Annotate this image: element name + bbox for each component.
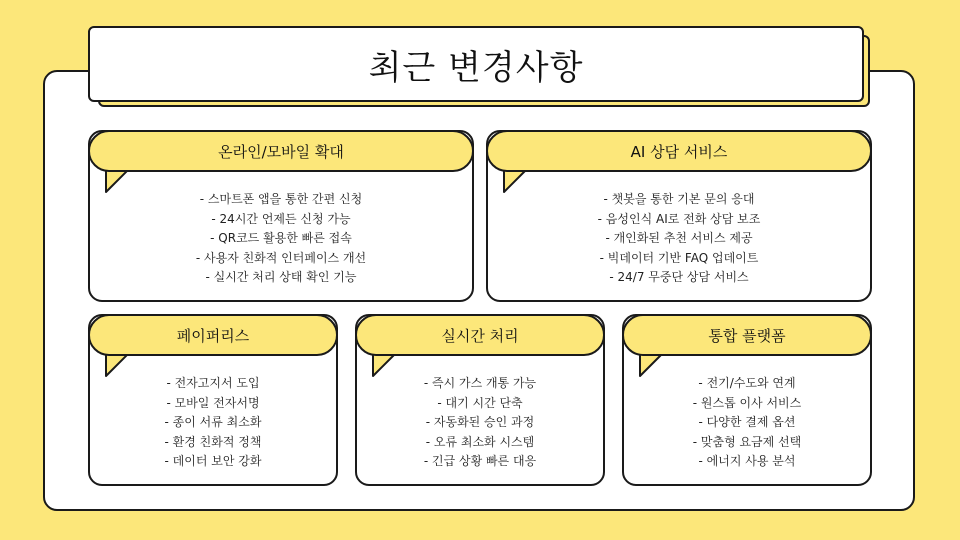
card-realtime bbox=[355, 314, 605, 486]
title-box bbox=[88, 26, 864, 102]
list-item: - 전자고지서 도입 bbox=[166, 376, 260, 390]
list-item: - 개인화된 추천 서비스 제공 bbox=[605, 231, 753, 245]
list-item: - 데이터 보안 강화 bbox=[164, 454, 262, 468]
list-item: - 모바일 전자서명 bbox=[166, 395, 260, 410]
list-item: - 맞춤형 요금제 선택 bbox=[692, 434, 802, 449]
list-item: - 스마트폰 앱을 통한 간편 신청 bbox=[199, 192, 363, 206]
card-paperless bbox=[88, 314, 338, 486]
list-item: - 오류 최소화 시스템 bbox=[425, 434, 535, 449]
list-item: - QR코드 활용한 빠른 접속 bbox=[210, 231, 352, 245]
page-title: 최근 변경사항 bbox=[368, 47, 584, 88]
card-header bbox=[355, 314, 605, 356]
list-item: - 즉시 가스 개통 가능 bbox=[423, 376, 537, 390]
card-header bbox=[88, 314, 338, 356]
card-header bbox=[622, 314, 872, 356]
list-item: - 자동화된 승인 과정 bbox=[425, 415, 535, 429]
list-item: - 환경 친화적 정책 bbox=[164, 434, 262, 449]
list-item: - 전기/수도와 연계 bbox=[698, 376, 796, 390]
card-title: 페이퍼리스 bbox=[176, 326, 250, 345]
card-list bbox=[624, 374, 870, 472]
list-item: - 종이 서류 최소화 bbox=[164, 415, 262, 429]
list-item: - 챗봇을 통한 기본 문의 응대 bbox=[603, 192, 755, 206]
list-item: - 사용자 친화적 인터페이스 개선 bbox=[195, 250, 367, 265]
list-item: - 실시간 처리 상태 확인 기능 bbox=[205, 270, 357, 284]
card-ai-consulting bbox=[486, 130, 872, 302]
card-integrated-platform bbox=[622, 314, 872, 486]
list-item: - 대기 시간 단축 bbox=[437, 395, 523, 410]
list-item: - 24/7 무중단 상담 서비스 bbox=[609, 270, 749, 284]
list-item: - 빅데이터 기반 FAQ 업데이트 bbox=[599, 250, 759, 265]
card-title: 통합 플랫폼 bbox=[708, 326, 786, 345]
card-list bbox=[90, 374, 336, 472]
list-item: - 다양한 결제 옵션 bbox=[698, 415, 796, 429]
card-title: 온라인/모바일 확대 bbox=[218, 142, 344, 161]
card-header bbox=[88, 130, 474, 172]
card-title: AI 상담 서비스 bbox=[630, 142, 728, 161]
list-item: - 에너지 사용 분석 bbox=[698, 454, 796, 468]
card-list bbox=[357, 374, 603, 472]
card-online-mobile bbox=[88, 130, 474, 302]
card-header bbox=[486, 130, 872, 172]
list-item: - 긴급 상황 빠른 대응 bbox=[423, 454, 537, 468]
card-list bbox=[488, 190, 870, 288]
list-item: - 24시간 언제든 신청 가능 bbox=[211, 211, 351, 226]
card-list bbox=[90, 190, 472, 288]
card-title: 실시간 처리 bbox=[441, 326, 519, 345]
list-item: - 음성인식 AI로 전화 상담 보조 bbox=[597, 211, 761, 226]
list-item: - 원스톱 이사 서비스 bbox=[692, 395, 802, 410]
